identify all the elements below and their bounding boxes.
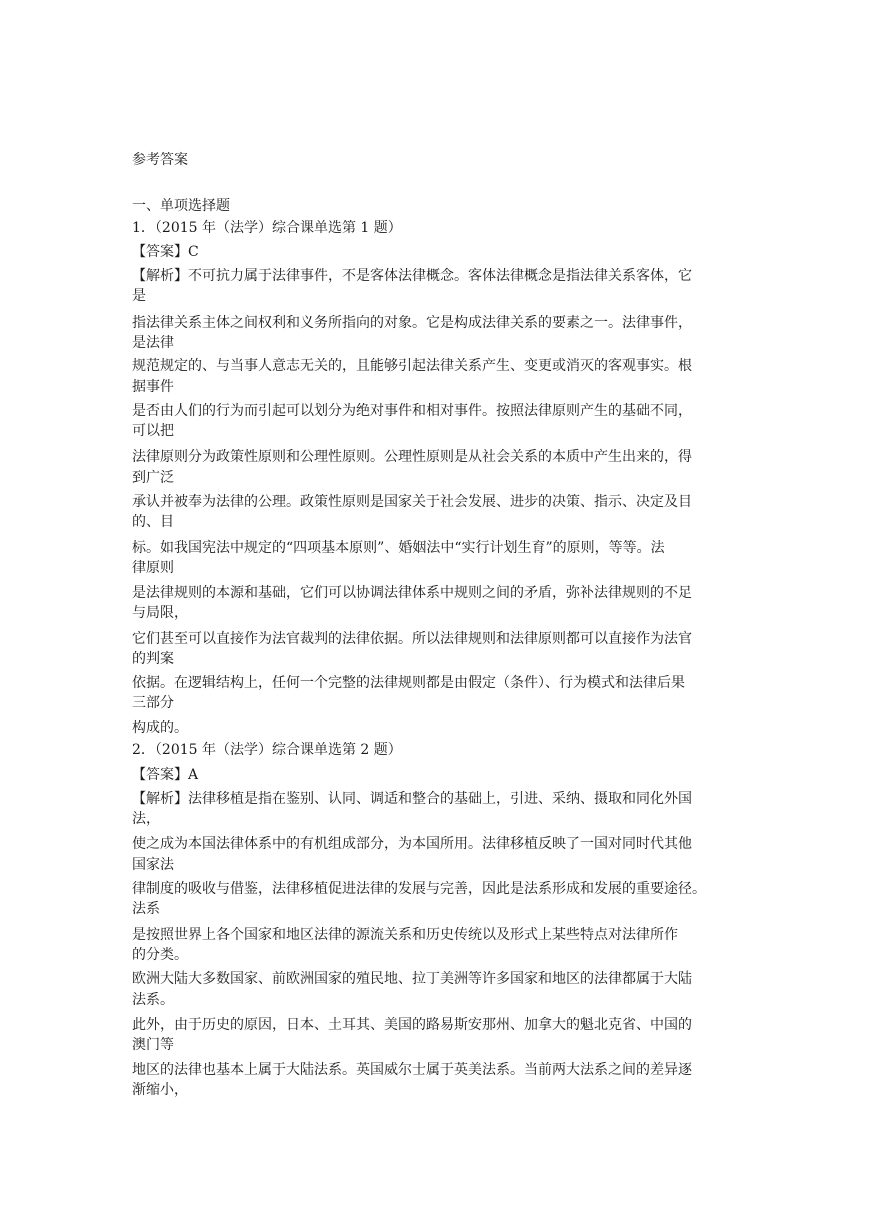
explanation-line: 渐缩小， [132, 1082, 188, 1098]
explanation-line: 欧洲大陆大多数国家、前欧洲国家的殖民地、拉丁美洲等许多国家和地区的法律都属于大陆 [132, 971, 692, 987]
explanation-line: 律制度的吸收与借鉴，法律移植促进法律的发展与完善，因此是法系形成和发展的重要途径。 [132, 881, 706, 897]
explanation-line: 三部分 [132, 695, 174, 711]
question-header: 1．（2015 年（法学）综合课单选第 1 题） [132, 220, 402, 236]
explanation-line: 指法律关系主体之间权利和义务所指向的对象。它是构成法律关系的要素之一。法律事件， [132, 315, 692, 331]
explanation-line: 可以把 [132, 423, 174, 439]
explanation-line: 它们甚至可以直接作为法官裁判的法律依据。所以法律规则和法律原则都可以直接作为法官 [132, 631, 692, 647]
answer-line: 【答案】A [132, 767, 199, 783]
explanation-line: 的判案 [132, 651, 174, 667]
explanation-line: 构成的。 [132, 720, 188, 736]
explanation-line: 法系 [132, 901, 160, 917]
explanation-line: 法， [132, 811, 160, 827]
explanation-line: 法系。 [132, 992, 174, 1008]
section-heading: 一、单项选择题 [132, 198, 230, 214]
explanation-line: 规范规定的、与当事人意志无关的，且能够引起法律关系产生、变更或消灭的客观事实。根 [132, 358, 692, 374]
question-header: 2．（2015 年（法学）综合课单选第 2 题） [132, 742, 402, 758]
explanation-line: 标。如我国宪法中规定的“四项基本原则”、婚姻法中“实行计划生育”的原则，等等。法 [132, 540, 665, 556]
page-title: 参考答案 [132, 152, 188, 168]
explanation-line: 地区的法律也基本上属于大陆法系。英国威尔士属于英美法系。当前两大法系之间的差异逐 [132, 1062, 692, 1078]
explanation-line: 承认并被奉为法律的公理。政策性原则是国家关于社会发展、进步的决策、指示、决定及目 [132, 494, 692, 510]
explanation-line: 是否由人们的行为而引起可以划分为绝对事件和相对事件。按照法律原则产生的基础不同， [132, 403, 692, 419]
explanation-line: 到广泛 [132, 470, 174, 486]
explanation-line: 依据。在逻辑结构上，任何一个完整的法律规则都是由假定（条件）、行为模式和法律后果 [132, 675, 685, 691]
explanation-line: 【解析】不可抗力属于法律事件，不是客体法律概念。客体法律概念是指法律关系客体，它 [132, 268, 692, 284]
explanation-line: 是 [132, 288, 146, 304]
explanation-line: 与局限， [132, 605, 188, 621]
explanation-line: 法律原则分为政策性原则和公理性原则。公理性原则是从社会关系的本质中产生出来的，得 [132, 449, 692, 465]
explanation-line: 是按照世界上各个国家和地区法律的源流关系和历史传统以及形式上某些特点对法律所作 [132, 927, 678, 943]
explanation-line: 律原则 [132, 560, 174, 576]
explanation-line: 使之成为本国法律体系中的有机组成部分，为本国所用。法律移植反映了一国对同时代其他 [132, 836, 692, 852]
explanation-line: 澳门等 [132, 1037, 174, 1053]
explanation-line: 国家法 [132, 857, 174, 873]
explanation-line: 的分类。 [132, 947, 188, 963]
explanation-line: 据事件 [132, 379, 174, 395]
answer-line: 【答案】C [132, 244, 199, 260]
explanation-line: 的、目 [132, 514, 174, 530]
explanation-line: 是法律 [132, 335, 174, 351]
explanation-line: 此外，由于历史的原因，日本、土耳其、美国的路易斯安那州、加拿大的魁北克省、中国的 [132, 1017, 692, 1033]
explanation-line: 是法律规则的本源和基础，它们可以协调法律体系中规则之间的矛盾，弥补法律规则的不足 [132, 585, 692, 601]
explanation-line: 【解析】法律移植是指在鉴别、认同、调适和整合的基础上，引进、采纳、摄取和同化外国 [132, 791, 692, 807]
